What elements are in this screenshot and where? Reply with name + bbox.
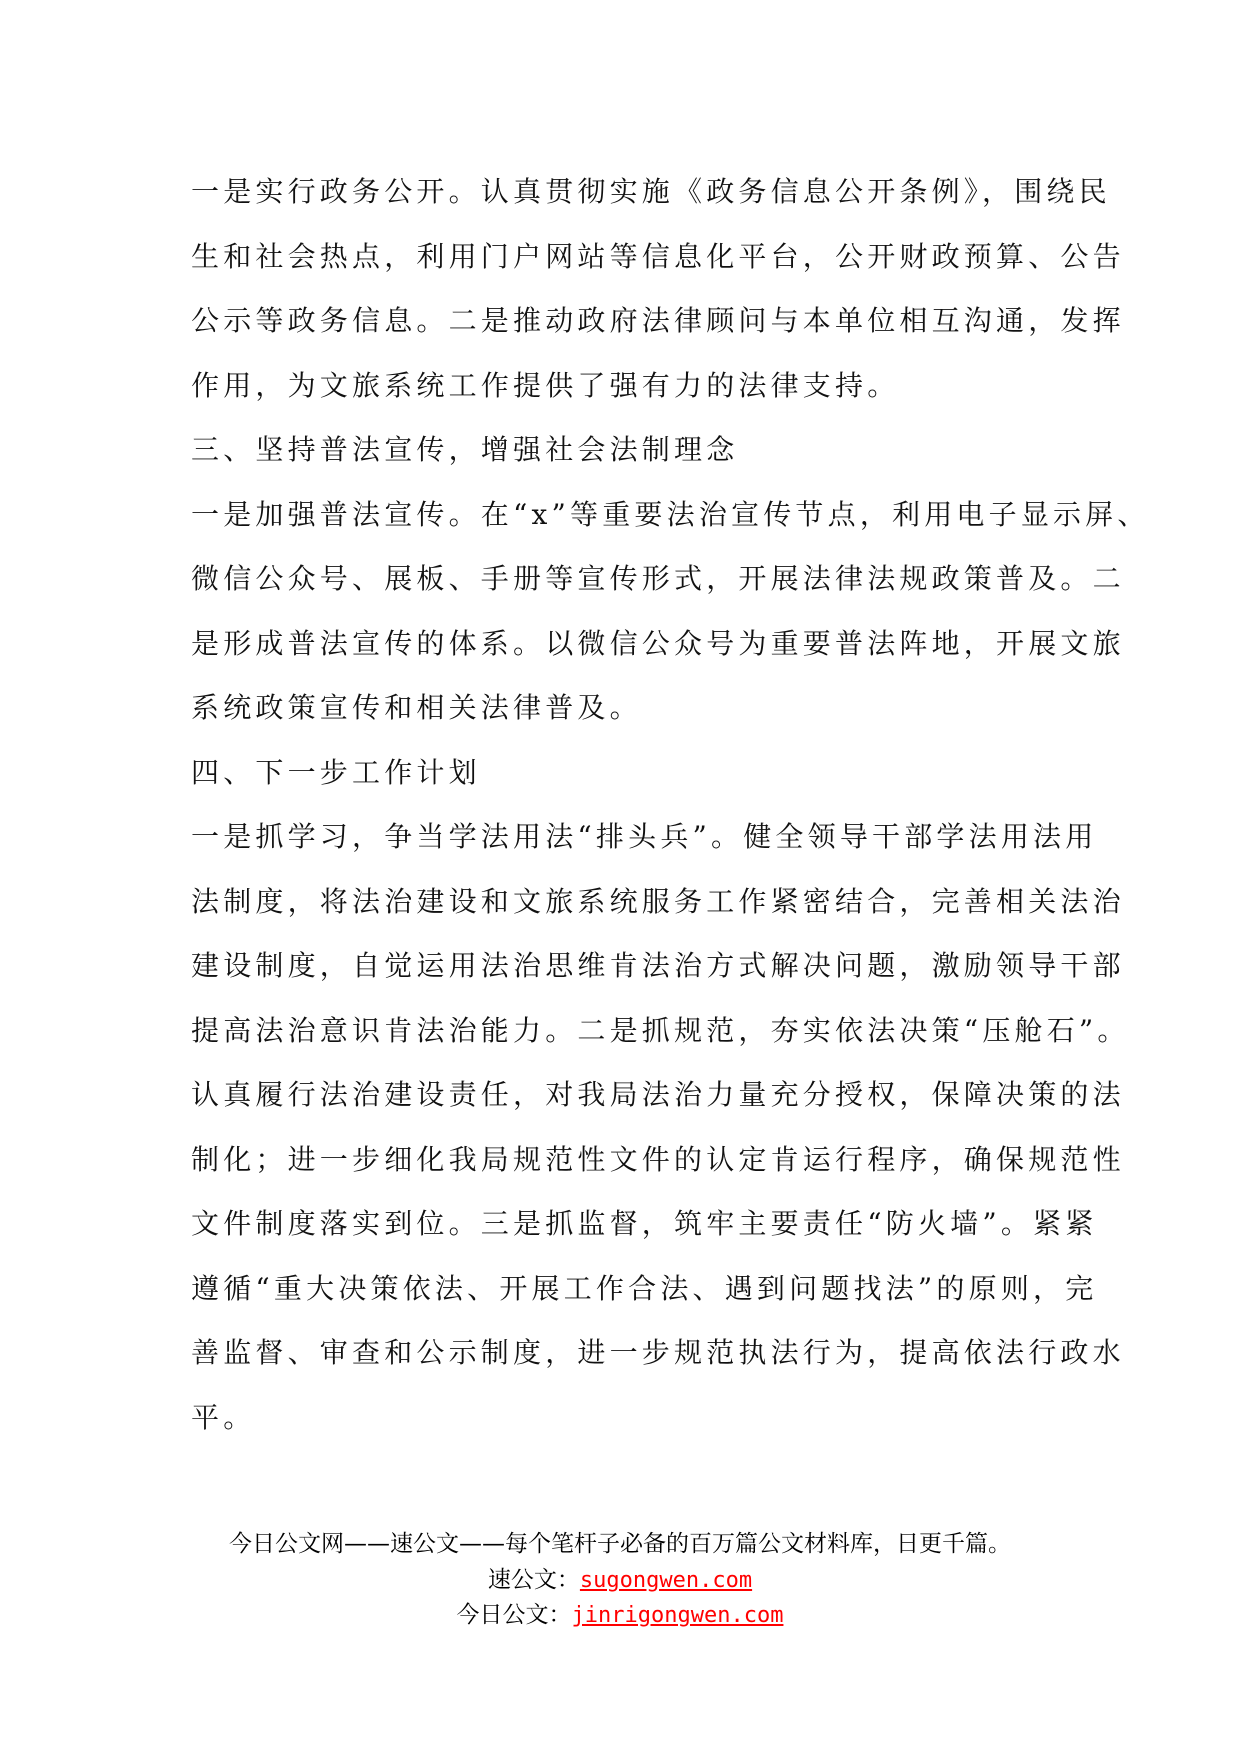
section-heading: 三、坚持普法宣传，增强社会法制理念 [191, 433, 739, 466]
body-line: 微信公众号、展板、手册等宣传形式，开展法律法规政策普及。二 [191, 562, 1125, 595]
body-line: 一是加强普法宣传。在“x”等重要法治宣传节点，利用电子显示屏、 [191, 497, 1150, 531]
footer-sugongwen [0, 1561, 1240, 1594]
body-line: 制化；进一步细化我局规范性文件的认定肯运行程序，确保规范性 [191, 1142, 1125, 1176]
section-heading: 四、下一步工作计划 [191, 755, 481, 789]
body-line: 作用，为文旅系统工作提供了强有力的法律支持。 [191, 368, 900, 402]
body-line: 建设制度，自觉运用法治思维肯法治方式解决问题，激励领导干部 [191, 949, 1125, 982]
footer-tagline: 今日公文网——速公文——每个笔杆子必备的百万篇公文材料库，日更千篇。 [229, 1531, 1011, 1557]
footer-sugongwen-label: 速公文： [487, 1567, 580, 1593]
body-line: 公示等政务信息。二是推动政府法律顾问与本单位相互沟通，发挥 [191, 304, 1125, 337]
footer-jinrigongwen [0, 1596, 1240, 1629]
sugongwen-link[interactable]: sugongwen.com [579, 1568, 753, 1593]
body-line: 平。 [191, 1400, 256, 1434]
document-body [191, 160, 1150, 1450]
body-line: 提高法治意识肯法治能力。二是抓规范，夯实依法决策“压舱石”。 [191, 1013, 1130, 1047]
body-line: 认真履行法治建设责任，对我局法治力量充分授权，保障决策的法 [191, 1078, 1125, 1111]
jinrigongwen-link[interactable]: jinrigongwen.com [571, 1603, 784, 1628]
body-line: 法制度，将法治建设和文旅系统服务工作紧密结合，完善相关法治 [191, 884, 1125, 918]
body-line: 系统政策宣传和相关法律普及。 [191, 691, 642, 724]
body-line: 生和社会热点，利用门户网站等信息化平台，公开财政预算、公告 [191, 239, 1125, 273]
body-line: 遵循“重大决策依法、开展工作合法、遇到问题找法”的原则，完 [191, 1271, 1098, 1305]
body-line: 善监督、审查和公示制度，进一步规范执法行为，提高依法行政水 [191, 1336, 1125, 1369]
body-line: 文件制度落实到位。三是抓监督，筑牢主要责任“防火墙”。紧紧 [191, 1207, 1098, 1240]
body-line: 一是实行政务公开。认真贯彻实施《政务信息公开条例》，围绕民 [191, 175, 1111, 208]
footer-jinrigongwen-label: 今日公文： [456, 1602, 572, 1628]
body-line: 是形成普法宣传的体系。以微信公众号为重要普法阵地，开展文旅 [191, 626, 1125, 660]
body-line: 一是抓学习，争当学法用法“排头兵”。健全领导干部学法用法用 [191, 820, 1098, 853]
